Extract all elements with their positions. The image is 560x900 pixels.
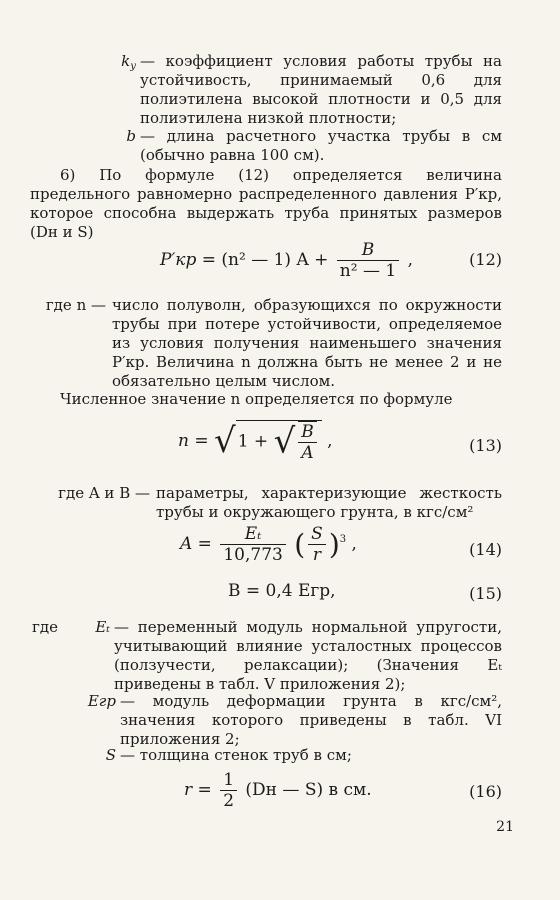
equation-number-15: (15) bbox=[469, 584, 502, 603]
fraction-numerator: B bbox=[298, 422, 317, 443]
equation-number-14: (14) bbox=[469, 540, 502, 559]
formula-lhs: n = bbox=[178, 431, 209, 451]
fraction-denominator: n² — 1 bbox=[339, 261, 397, 281]
equation-number-16: (16) bbox=[469, 782, 502, 801]
definition-symbol: $k_у$ bbox=[121, 52, 136, 72]
fraction-numerator: 1 bbox=[220, 770, 237, 791]
exponent: 3 bbox=[339, 534, 347, 545]
definition-text: — длина расчетного участка трубы в см (обычно равна 100 см). bbox=[140, 127, 502, 164]
formula-13 bbox=[178, 420, 333, 463]
definition-text: параметры, характеризующие жесткость трубы и окружающего грунта, в кгс/см² bbox=[156, 484, 502, 521]
fraction bbox=[220, 524, 285, 565]
definition-symbol: Eₜ bbox=[95, 618, 110, 636]
page-number: 21 bbox=[496, 819, 514, 835]
fraction-denominator: A bbox=[301, 443, 314, 463]
equation-number-12: (12) bbox=[469, 250, 502, 269]
paragraph-6: 6) По формуле (12) определяется величина предельного равномерно распределенного давления P′кр, которое способна выдержать труба принятых размеров (Dн и S) bbox=[30, 166, 502, 241]
formula-lhs: r = bbox=[184, 780, 212, 800]
definition-symbol: S bbox=[105, 746, 116, 764]
definition-lead: где n — bbox=[45, 296, 106, 314]
fraction-numerator: Eₜ bbox=[220, 524, 285, 545]
formula-rhs: = (n² — 1) A + bbox=[201, 250, 329, 270]
equation-number-13: (13) bbox=[469, 436, 502, 455]
definition-symbol: Eгр bbox=[87, 692, 116, 710]
fraction bbox=[337, 240, 399, 281]
formula-lhs: A = bbox=[180, 534, 212, 554]
definition-symbol: b bbox=[126, 127, 136, 145]
fraction-numerator: B bbox=[337, 240, 399, 261]
definition-text: — коэффициент условия работы трубы на устойчивость, принимаемый 0,6 для полиэтилена высокой плотности и 0,5 для полиэтилена низкой плотности; bbox=[140, 52, 502, 127]
formula-12 bbox=[160, 240, 413, 281]
definition-lead: где A и B — bbox=[58, 484, 150, 502]
definition-text: — толщина стенок труб в см; bbox=[120, 746, 352, 764]
fraction bbox=[298, 421, 317, 463]
paragraph-n: Численное значение n определяется по формуле bbox=[60, 390, 453, 408]
formula-tail: , bbox=[351, 534, 357, 554]
fraction bbox=[220, 770, 237, 811]
definition-lead: где bbox=[32, 618, 58, 636]
fraction-denominator: 10,773 bbox=[223, 545, 283, 565]
formula-rhs: (Dн — S) в см. bbox=[245, 780, 372, 800]
formula-15: B = 0,4 Eгр, bbox=[228, 581, 336, 601]
fraction-numerator: S bbox=[308, 524, 326, 545]
definition-text: — модуль деформации грунта в кгс/см², значения которого приведены в табл. VI приложения 2; bbox=[120, 692, 502, 748]
sqrt-sign-outer: √ 1 + √ $\frac{B}{A}$ bbox=[214, 420, 322, 463]
sqrt-sign-inner: √ bbox=[273, 421, 296, 462]
formula-lhs: P′кр bbox=[160, 250, 197, 270]
inner-fraction bbox=[308, 524, 326, 565]
formula-tail: , bbox=[327, 431, 333, 451]
formula-tail: , bbox=[407, 250, 413, 270]
definition-text: — переменный модуль нормальной упругости, учитывающий влияние усталостных процессов (ползучести, релаксации); (Значения Eₜ приведены в табл. V приложения 2); bbox=[114, 618, 502, 693]
fraction-denominator: r bbox=[312, 545, 322, 565]
formula-14: A = $\frac{\text{Eₜ}}{10,773}$ ( $\frac{S}{r}$ )$^3$ , bbox=[180, 524, 357, 565]
formula-term: 1 + bbox=[237, 431, 269, 452]
fraction-denominator: 2 bbox=[223, 791, 235, 811]
definition-text: число полуволн, образующихся по окружности трубы при потере устойчивости, определяемое из условия получения наименьшего значения P′кр. Величина n должна быть не менее 2 и не обязательно целым числом. bbox=[112, 296, 502, 390]
formula-16 bbox=[184, 770, 372, 811]
